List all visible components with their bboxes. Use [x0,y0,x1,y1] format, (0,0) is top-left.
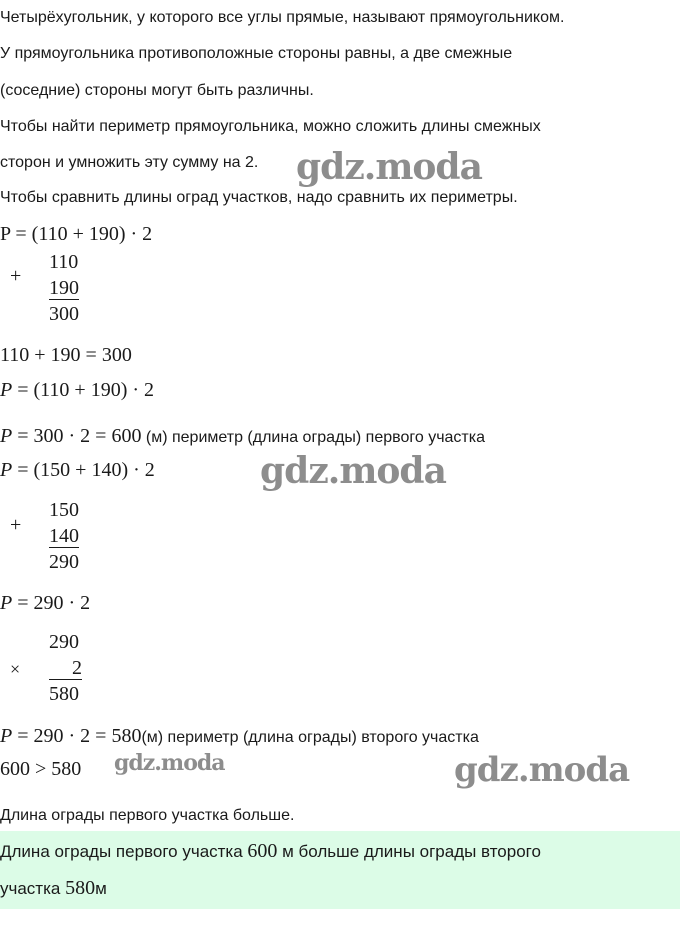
result-perimeter-2-text: (м) периметр (длина ограды) второго участка [141,729,479,746]
answer-text-3: участка [0,879,66,898]
paragraph-perimeter-line1: Чтобы найти периметр прямоугольника, можно сложить длины смежных [0,118,541,135]
paragraph-sides-line1: У прямоугольника противоположные стороны равны, а две смежные [0,45,513,62]
add1-operand-b: 190 [49,277,79,299]
add2-sum: 290 [49,551,79,573]
watermark-3: gdz.moda [114,750,225,776]
answer-line2 [0,877,107,900]
paragraph-sides-line2: (соседние) стороны могут быть различны. [0,82,314,99]
watermark-1: gdz.moda [296,146,482,188]
add2-sign: + [10,514,22,536]
formula-sum-1: 110 + 190 = 300 [0,344,132,366]
mul-operand-b: 2 [49,656,82,680]
comparison: 600 > 580 [0,758,82,780]
add1-operand-a: 110 [49,251,79,273]
add1-sum: 300 [49,303,79,325]
watermark-2: gdz.moda [260,450,446,492]
answer-line1 [0,840,541,863]
paragraph-perimeter-line2: сторон и умножить эту сумму на 2. [0,154,259,171]
conclusion-text: Длина ограды первого участка больше. [0,807,295,824]
mul-operand-a: 290 [49,631,79,653]
answer-text-2: м больше длины ограды второго [277,842,541,861]
paragraph-definition: Четырёхугольник, у которого все углы прямые, называют прямоугольником. [0,9,565,26]
result-perimeter-1-formula: P = 300 · 2 = 600 [0,425,142,447]
result-perimeter-2-formula: P = 290 · 2 = 580 [0,725,142,747]
formula-perimeter-1: P = (110 + 190) · 2 [0,223,153,245]
add2-operand-b: 140 [49,525,79,547]
answer-text-1: Длина ограды первого участка [0,842,248,861]
answer-text-4: м [95,879,107,898]
result-perimeter-2 [0,725,479,748]
watermark-4: gdz.moda [454,750,630,790]
mul-product: 580 [49,683,79,705]
answer-value-2: 580 [65,877,96,899]
formula-perimeter-2-short: P = 290 · 2 [0,592,91,614]
formula-perimeter-2: P = (150 + 140) · 2 [0,459,155,481]
formula-perimeter-1-repeat: P = (110 + 190) · 2 [0,379,155,401]
add1-sign: + [10,265,22,287]
add2-operand-a: 150 [49,499,79,521]
answer-value-1: 600 [247,840,278,862]
result-perimeter-1-text: (м) периметр (длина ограды) первого участка [141,429,485,446]
paragraph-compare: Чтобы сравнить длины оград участков, надо сравнить их периметры. [0,189,518,206]
mul-sign: × [10,659,21,679]
result-perimeter-1 [0,425,485,448]
